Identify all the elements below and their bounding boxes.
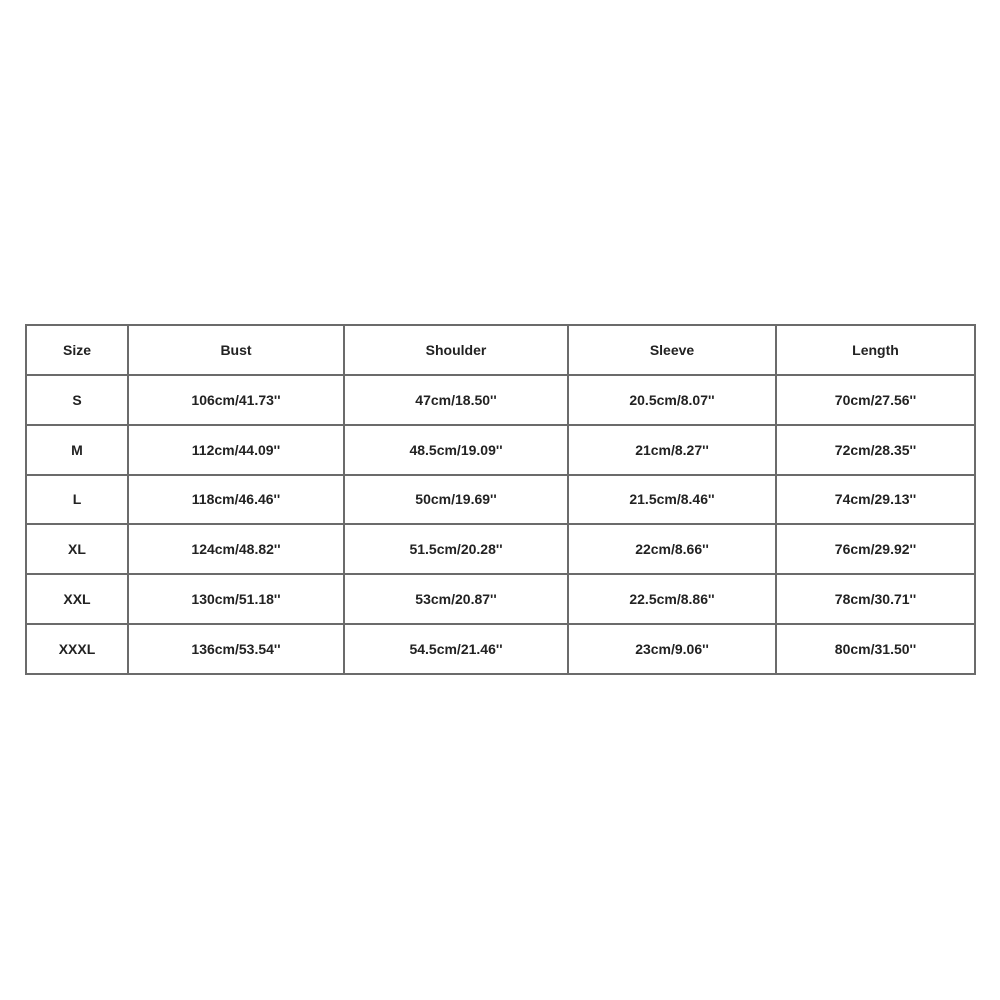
bust-cell: 124cm/48.82'' (128, 524, 344, 574)
shoulder-cell: 47cm/18.50'' (344, 375, 568, 425)
size-cell: XXXL (26, 624, 128, 674)
header-sleeve: Sleeve (568, 325, 776, 375)
shoulder-cell: 51.5cm/20.28'' (344, 524, 568, 574)
table-row (26, 574, 975, 624)
table-row (26, 524, 975, 574)
length-cell: 74cm/29.13'' (776, 475, 975, 525)
bust-cell: 112cm/44.09'' (128, 425, 344, 475)
size-cell: M (26, 425, 128, 475)
sleeve-cell: 22.5cm/8.86'' (568, 574, 776, 624)
sleeve-cell: 20.5cm/8.07'' (568, 375, 776, 425)
header-bust: Bust (128, 325, 344, 375)
table-row (26, 375, 975, 425)
size-cell: XXL (26, 574, 128, 624)
header-length: Length (776, 325, 975, 375)
shoulder-cell: 54.5cm/21.46'' (344, 624, 568, 674)
table-row (26, 624, 975, 674)
bust-cell: 130cm/51.18'' (128, 574, 344, 624)
shoulder-cell: 48.5cm/19.09'' (344, 425, 568, 475)
header-shoulder: Shoulder (344, 325, 568, 375)
bust-cell: 136cm/53.54'' (128, 624, 344, 674)
header-size: Size (26, 325, 128, 375)
table-row (26, 425, 975, 475)
sleeve-cell: 21.5cm/8.46'' (568, 475, 776, 525)
size-cell: XL (26, 524, 128, 574)
length-cell: 70cm/27.56'' (776, 375, 975, 425)
bust-cell: 106cm/41.73'' (128, 375, 344, 425)
sleeve-cell: 21cm/8.27'' (568, 425, 776, 475)
size-cell: S (26, 375, 128, 425)
length-cell: 78cm/30.71'' (776, 574, 975, 624)
shoulder-cell: 50cm/19.69'' (344, 475, 568, 525)
sleeve-cell: 23cm/9.06'' (568, 624, 776, 674)
length-cell: 72cm/28.35'' (776, 425, 975, 475)
length-cell: 80cm/31.50'' (776, 624, 975, 674)
table-row (26, 475, 975, 525)
table-header-row (26, 325, 975, 375)
length-cell: 76cm/29.92'' (776, 524, 975, 574)
size-cell: L (26, 475, 128, 525)
size-chart-table (25, 324, 976, 675)
bust-cell: 118cm/46.46'' (128, 475, 344, 525)
sleeve-cell: 22cm/8.66'' (568, 524, 776, 574)
shoulder-cell: 53cm/20.87'' (344, 574, 568, 624)
